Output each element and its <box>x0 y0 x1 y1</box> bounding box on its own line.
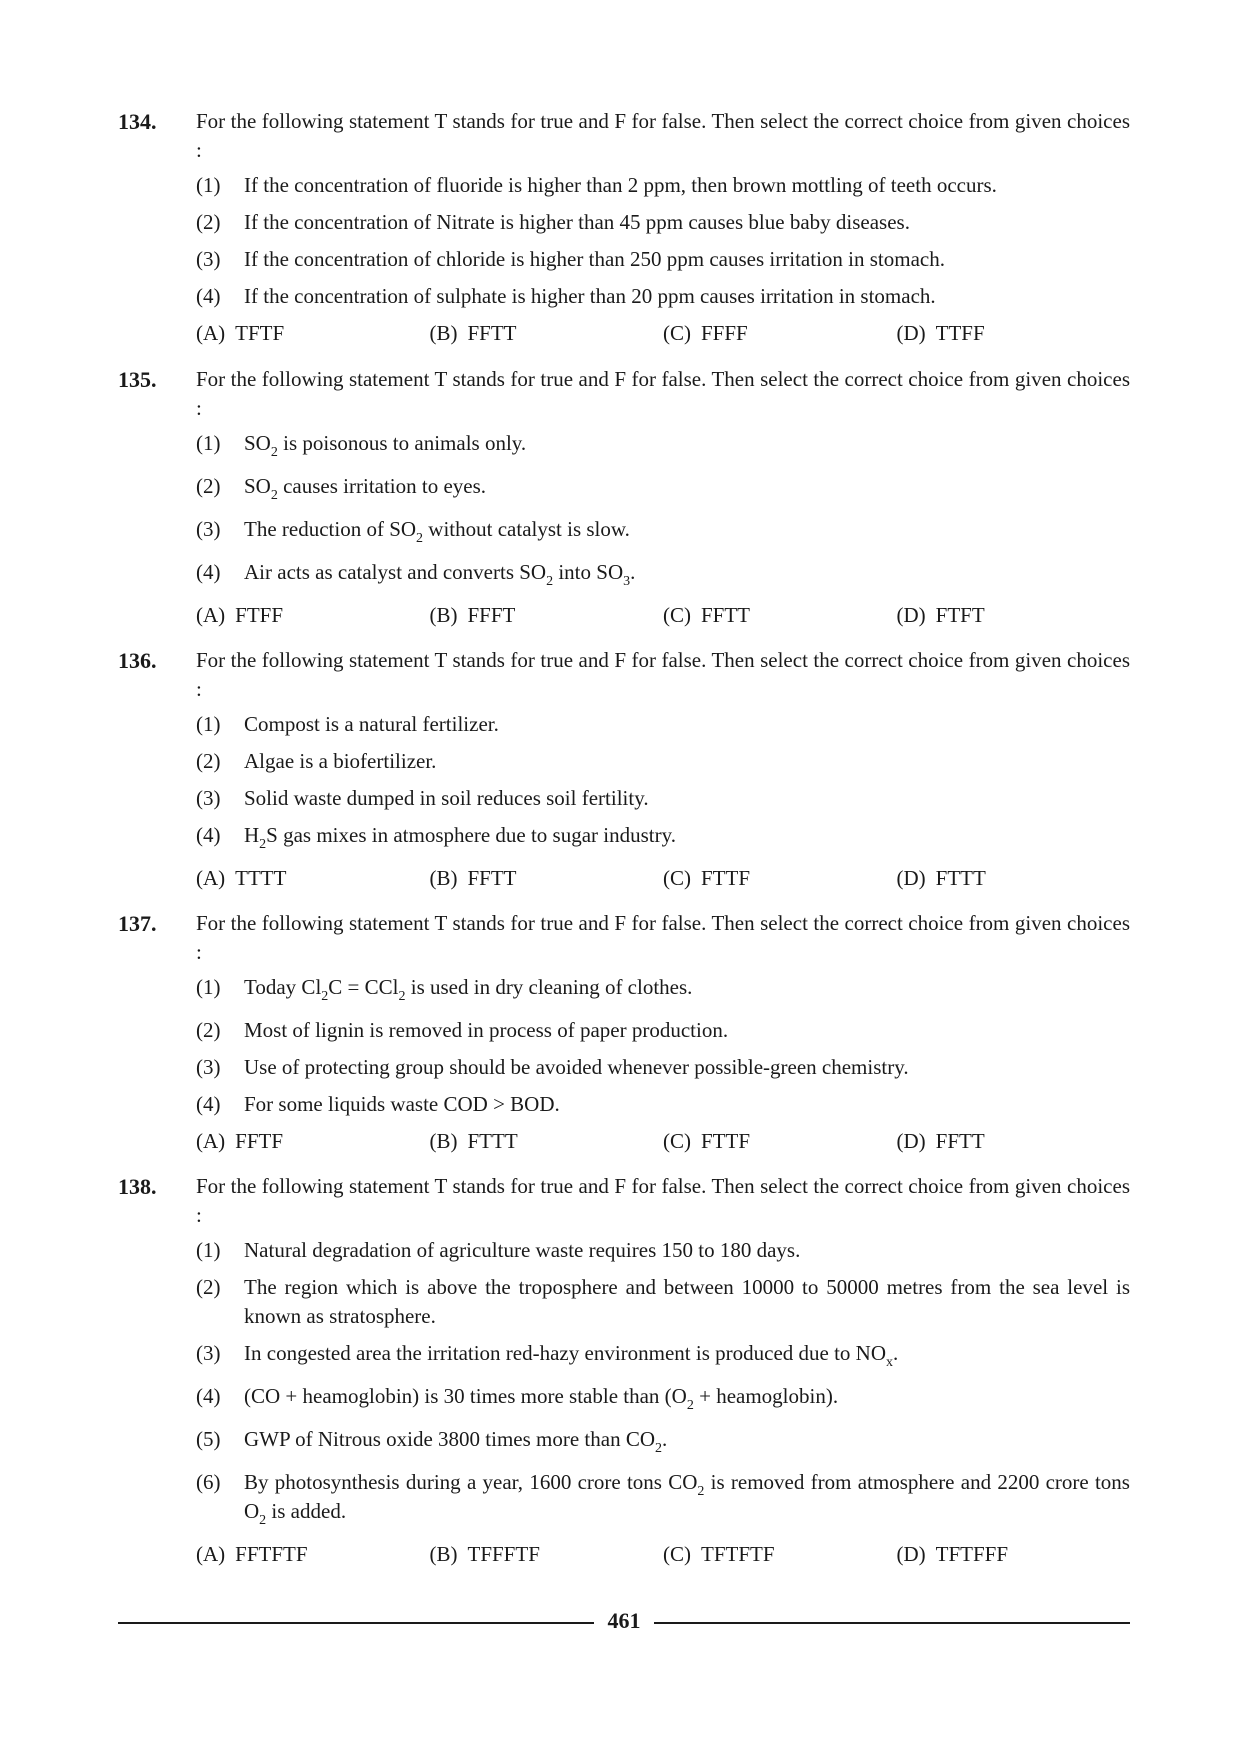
option-letter: (A) <box>196 603 226 627</box>
option-letter: (B) <box>429 866 458 890</box>
statement-text: If the concentration of fluoride is higher than 2 ppm, then brown mottling of teeth occurs. <box>244 173 997 197</box>
statement-number: (2) <box>196 474 221 498</box>
option-letter: (D) <box>896 321 926 345</box>
option-d[interactable] <box>897 1540 1131 1569</box>
option-text: FFTT <box>935 1129 985 1153</box>
option-text: FTTF <box>701 866 751 890</box>
statement-number: (5) <box>196 1427 221 1451</box>
option-letter: (A) <box>196 866 226 890</box>
question-block <box>118 646 1130 893</box>
statement-number: (1) <box>196 975 221 999</box>
statement-text: If the concentration of sulphate is higher than 20 ppm causes irritation in stomach. <box>244 284 936 308</box>
statement-text: (CO + heamoglobin) is 30 times more stable than ($O_2$ + heamoglobin). <box>244 1384 839 1413</box>
option-letter: (B) <box>429 603 458 627</box>
statement-text: $H_2S$ gas mixes in atmosphere due to sugar industry. <box>244 823 676 852</box>
statement-item <box>196 282 1130 311</box>
statement-item <box>196 821 1130 850</box>
option-letter: (D) <box>896 603 926 627</box>
statement-item <box>196 171 1130 200</box>
statement-number: (1) <box>196 431 221 455</box>
statement-list <box>196 1236 1130 1526</box>
statement-text: In congested area the irritation red-hazy environment is produced due to $NO_x$. <box>244 1341 899 1370</box>
option-a[interactable] <box>196 601 430 630</box>
statement-item <box>196 1382 1130 1411</box>
question-stem: For the following statement T stands for true and F for false. Then select the correct choice from given choices : <box>196 911 1130 964</box>
footer-rule-right <box>654 1622 1130 1624</box>
page-number: 461 <box>607 1608 641 1633</box>
statement-text: $SO_2$ causes irritation to eyes. <box>244 474 487 503</box>
statement-number: (2) <box>196 1018 221 1042</box>
option-text: FTTT <box>935 866 986 890</box>
statement-number: (4) <box>196 1384 221 1408</box>
statement-text: If the concentration of chloride is higher than 250 ppm causes irritation in stomach. <box>244 247 945 271</box>
question-stem: For the following statement T stands for true and F for false. Then select the correct choice from given choices : <box>196 1174 1130 1227</box>
statement-number: (2) <box>196 1275 221 1299</box>
statement-number: (1) <box>196 173 221 197</box>
option-text: FFTT <box>701 603 751 627</box>
statement-item <box>196 1236 1130 1265</box>
statement-text: Algae is a biofertilizer. <box>244 749 437 773</box>
question-block <box>118 909 1130 1156</box>
statement-text: Today $Cl_2C = CCl_2$ is used in dry cleaning of clothes. <box>244 975 693 1004</box>
option-letter: (A) <box>196 321 226 345</box>
statement-number: (3) <box>196 1341 221 1365</box>
option-text: TTTT <box>235 866 287 890</box>
statement-item <box>196 710 1130 739</box>
option-letter: (B) <box>429 321 458 345</box>
statement-text: $SO_2$ is poisonous to animals only. <box>244 431 527 460</box>
statement-text: Compost is a natural fertilizer. <box>244 712 499 736</box>
answer-options <box>196 1540 1130 1569</box>
page-footer <box>118 1600 1130 1640</box>
option-letter: (D) <box>896 866 926 890</box>
statement-item <box>196 472 1130 501</box>
option-letter: (C) <box>663 1542 691 1566</box>
question-stem: For the following statement T stands for true and F for false. Then select the correct choice from given choices : <box>196 367 1130 420</box>
answer-options <box>196 601 1130 630</box>
question-stem: For the following statement T stands for true and F for false. Then select the correct choice from given choices : <box>196 109 1130 162</box>
question-number: 137. <box>118 911 157 936</box>
option-text: FFTF <box>235 1129 284 1153</box>
statement-number: (3) <box>196 1055 221 1079</box>
option-b[interactable] <box>430 601 664 630</box>
answer-options <box>196 864 1130 893</box>
option-a[interactable] <box>196 1540 430 1569</box>
statement-text: Most of lignin is removed in process of paper production. <box>244 1018 729 1042</box>
statement-number: (6) <box>196 1470 221 1494</box>
option-b[interactable] <box>430 1540 664 1569</box>
statement-item <box>196 245 1130 274</box>
option-d[interactable] <box>897 319 1131 348</box>
option-a[interactable] <box>196 864 430 893</box>
option-letter: (C) <box>663 866 691 890</box>
statement-number: (4) <box>196 823 221 847</box>
question-block <box>118 1172 1130 1569</box>
option-text: FFTFTF <box>235 1542 308 1566</box>
question-number: 136. <box>118 648 157 673</box>
option-text: TFTFTF <box>701 1542 775 1566</box>
question-number: 138. <box>118 1174 157 1199</box>
option-text: TTFF <box>935 321 985 345</box>
option-c[interactable] <box>663 1540 897 1569</box>
statement-item <box>196 558 1130 587</box>
statement-number: (4) <box>196 284 221 308</box>
option-letter: (B) <box>429 1542 458 1566</box>
statement-text: For some liquids waste COD > BOD. <box>244 1092 560 1116</box>
answer-options <box>196 1127 1130 1156</box>
statement-item <box>196 1053 1130 1082</box>
option-c[interactable] <box>663 319 897 348</box>
statement-text: If the concentration of Nitrate is higher than 45 ppm causes blue baby diseases. <box>244 210 910 234</box>
statement-number: (1) <box>196 1238 221 1262</box>
statement-item <box>196 1090 1130 1119</box>
statement-text: By photosynthesis during a year, 1600 crore tons $CO_2$ is removed from atmosphere and 2200 crore tons $O_2$ is added. <box>244 1470 1130 1528</box>
statement-item <box>196 1273 1130 1331</box>
statement-number: (3) <box>196 517 221 541</box>
option-a[interactable] <box>196 1127 430 1156</box>
statement-item <box>196 515 1130 544</box>
statement-number: (3) <box>196 786 221 810</box>
question-stem: For the following statement T stands for true and F for false. Then select the correct choice from given choices : <box>196 648 1130 701</box>
statement-item <box>196 1425 1130 1454</box>
option-text: FFTT <box>467 866 517 890</box>
option-letter: (A) <box>196 1542 226 1566</box>
statement-item <box>196 1016 1130 1045</box>
question-number: 135. <box>118 367 157 392</box>
option-letter: (C) <box>663 603 691 627</box>
option-b[interactable] <box>430 1127 664 1156</box>
statement-item <box>196 784 1130 813</box>
statement-item <box>196 1339 1130 1368</box>
answer-options <box>196 319 1130 348</box>
option-d[interactable] <box>897 1127 1131 1156</box>
option-text: FFFF <box>701 321 748 345</box>
option-a[interactable] <box>196 319 430 348</box>
option-text: TFFFTF <box>467 1542 540 1566</box>
option-c[interactable] <box>663 1127 897 1156</box>
statement-item <box>196 747 1130 776</box>
option-letter: (C) <box>663 321 691 345</box>
option-b[interactable] <box>430 864 664 893</box>
statement-list <box>196 973 1130 1119</box>
statement-text: The region which is above the troposphere and between 10000 to 50000 metres from the sea level is known as stratosphere. <box>244 1275 1130 1328</box>
option-text: FFFT <box>467 603 516 627</box>
question-block <box>118 107 1130 348</box>
statement-number: (4) <box>196 1092 221 1116</box>
statement-list <box>196 710 1130 850</box>
option-text: FTFT <box>935 603 985 627</box>
option-text: TFTF <box>235 321 285 345</box>
option-text: FTTF <box>701 1129 751 1153</box>
statement-text: Use of protecting group should be avoided whenever possible-green chemistry. <box>244 1055 909 1079</box>
statement-number: (2) <box>196 210 221 234</box>
option-letter: (D) <box>896 1129 926 1153</box>
statement-text: Air acts as catalyst and converts $SO_2$ into $SO_3$. <box>244 560 636 589</box>
option-text: TFTFFF <box>935 1542 1009 1566</box>
statement-list <box>196 171 1130 311</box>
option-text: FFTT <box>467 321 517 345</box>
statement-number: (3) <box>196 247 221 271</box>
statement-text: The reduction of $SO_2$ without catalyst is slow. <box>244 517 630 546</box>
option-d[interactable] <box>897 601 1131 630</box>
statement-list <box>196 429 1130 587</box>
option-d[interactable] <box>897 864 1131 893</box>
statement-text: GWP of Nitrous oxide 3800 times more than $CO_2$. <box>244 1427 668 1456</box>
question-number: 134. <box>118 109 157 134</box>
option-letter: (B) <box>429 1129 458 1153</box>
statement-number: (2) <box>196 749 221 773</box>
statement-number: (1) <box>196 712 221 736</box>
option-c[interactable] <box>663 601 897 630</box>
option-text: FTFF <box>235 603 284 627</box>
option-b[interactable] <box>430 319 664 348</box>
statement-item <box>196 973 1130 1002</box>
statement-item <box>196 429 1130 458</box>
statement-item <box>196 1468 1130 1526</box>
option-c[interactable] <box>663 864 897 893</box>
question-block <box>118 365 1130 630</box>
statement-number: (4) <box>196 560 221 584</box>
option-letter: (A) <box>196 1129 226 1153</box>
option-letter: (D) <box>896 1542 926 1566</box>
statement-text: Natural degradation of agriculture waste requires 150 to 180 days. <box>244 1238 801 1262</box>
option-text: FTTT <box>467 1129 518 1153</box>
statement-text: Solid waste dumped in soil reduces soil fertility. <box>244 786 649 810</box>
statement-item <box>196 208 1130 237</box>
option-letter: (C) <box>663 1129 691 1153</box>
